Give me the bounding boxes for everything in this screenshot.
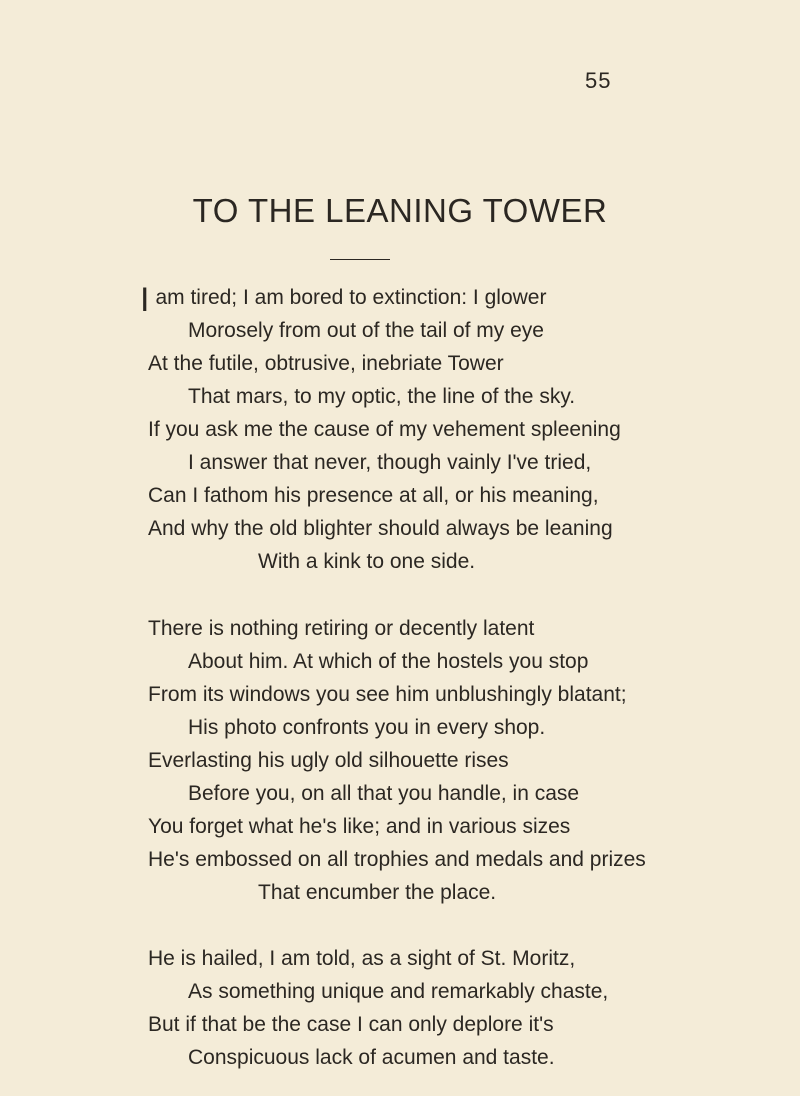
- poem-line: At the futile, obtrusive, inebriate Tower: [148, 352, 504, 375]
- poem-line: That mars, to my optic, the line of the sky.: [188, 385, 576, 408]
- poem-line: He's embossed on all trophies and medals and prizes: [148, 848, 646, 871]
- poem-line: He is hailed, I am told, as a sight of St. Moritz,: [148, 947, 576, 970]
- poem-line: Morosely from out of the tail of my eye: [188, 319, 544, 342]
- poem-line: There is nothing retiring or decently latent: [148, 617, 535, 640]
- poem-line: Conspicuous lack of acumen and taste.: [188, 1046, 555, 1069]
- poem-line: Can I fathom his presence at all, or his meaning,: [148, 484, 599, 507]
- poem-line: [140, 281, 547, 319]
- poem-line: I answer that never, though vainly I've tried,: [188, 451, 592, 474]
- poem-line: From its windows you see him unblushingly blatant;: [148, 683, 627, 706]
- poem-title: TO THE LEANING TOWER: [192, 192, 608, 229]
- poem-line-text: am tired; I am bored to extinction: I glower: [155, 286, 547, 309]
- page-number: 55: [585, 68, 612, 93]
- poem-line: You forget what he's like; and in various sizes: [148, 815, 571, 838]
- poem-line: And why the old blighter should always be leaning: [148, 517, 613, 540]
- poem-line: But if that be the case I can only deplore it's: [148, 1013, 554, 1036]
- poem-line: His photo confronts you in every shop.: [188, 716, 546, 739]
- drop-cap: I: [140, 281, 150, 319]
- poem-line: About him. At which of the hostels you stop: [188, 650, 589, 673]
- poem-line: If you ask me the cause of my vehement spleening: [148, 418, 621, 441]
- title-rule: [330, 259, 390, 260]
- poem-line: With a kink to one side.: [258, 550, 476, 573]
- poem-line: Everlasting his ugly old silhouette rises: [148, 749, 509, 772]
- poem-line: As something unique and remarkably chaste,: [188, 980, 609, 1003]
- poem-line: Before you, on all that you handle, in case: [188, 782, 580, 805]
- poem-line: That encumber the place.: [258, 881, 497, 904]
